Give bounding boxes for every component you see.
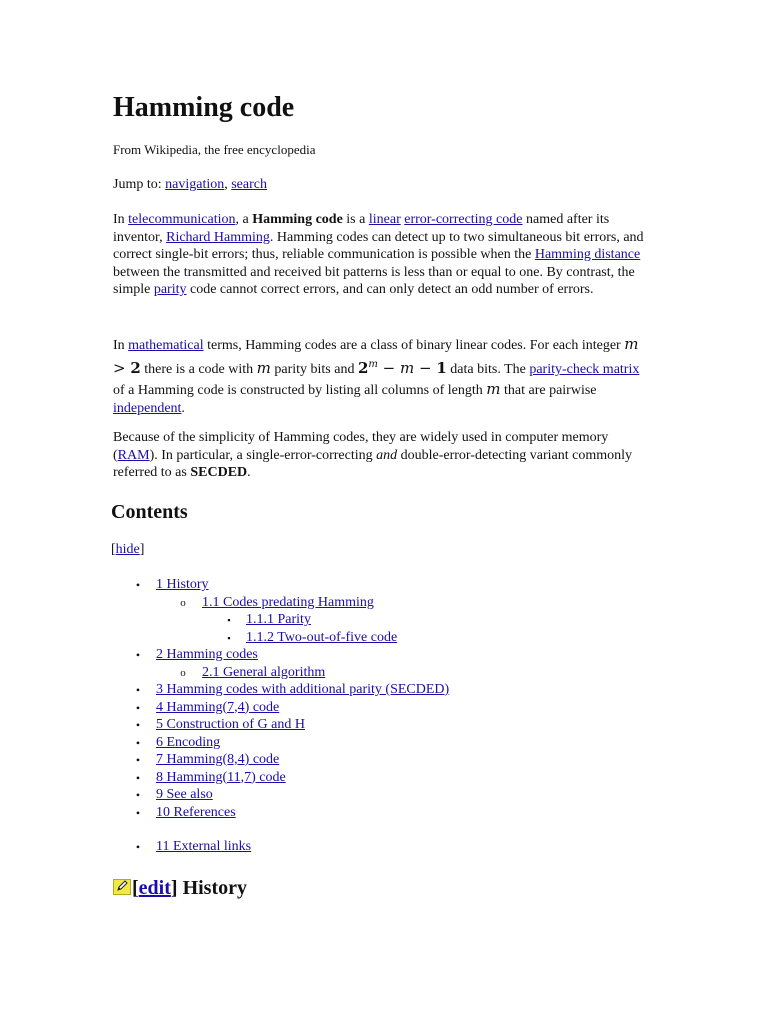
navigation-link[interactable]: navigation — [165, 177, 225, 192]
site-subtitle: From Wikipedia, the free encyclopedia — [113, 142, 316, 157]
edit-pencil-icon[interactable] — [113, 879, 131, 895]
text: of a Hamming code is constructed by listing all columns of length — [113, 383, 487, 398]
link-independent[interactable]: independent — [113, 400, 182, 416]
toc-link-hamming-11-7[interactable]: 8 Hamming(11,7) code — [156, 769, 286, 785]
link-linear[interactable]: linear — [368, 212, 401, 227]
jump-prefix: Jump to: — [113, 177, 166, 192]
text: . Hamming codes can detect up to two simultaneous bit errors, and correct single-bit errors; thus, reliable communication is possible when the — [113, 229, 644, 262]
toc-link-construction[interactable]: 5 Construction of G and H — [156, 717, 305, 732]
math-var-m: m — [256, 359, 271, 377]
math-expression — [358, 359, 447, 377]
math-var: m — [624, 335, 639, 353]
math-op: − m − — [377, 359, 437, 377]
italic-and: and — [376, 447, 398, 463]
math-num: 2 — [130, 359, 141, 377]
text: that are pairwise — [500, 383, 597, 398]
text: is a — [342, 212, 369, 227]
link-telecommunication[interactable]: telecommunication — [128, 212, 236, 227]
jump-links — [113, 176, 267, 194]
link-ram[interactable]: RAM — [117, 447, 150, 463]
text: . — [247, 465, 251, 480]
bullet-icon: • — [135, 840, 141, 854]
bracket: [ — [111, 542, 116, 557]
text: In — [113, 338, 129, 353]
link-parity-check-matrix[interactable]: parity-check matrix — [529, 362, 640, 377]
toc-link-history[interactable]: 1 History — [156, 577, 209, 592]
text: named after its inventor, — [113, 212, 610, 245]
link-hamming-distance[interactable]: Hamming distance — [534, 247, 641, 262]
text: double-error-detecting variant commonly referred to as — [113, 447, 633, 480]
section-title: History — [177, 877, 247, 899]
toc-link-hamming-7-4[interactable]: 4 Hamming(7,4) code — [156, 699, 280, 715]
bullet-icon: ▪ — [227, 632, 231, 643]
hide-link[interactable]: hide — [115, 542, 140, 557]
bullet-icon: • — [135, 718, 141, 732]
bullet-icon: • — [135, 648, 141, 662]
toc-link-general-algorithm[interactable]: 2.1 General algorithm — [202, 664, 326, 680]
link-richard-hamming[interactable]: Richard Hamming — [166, 229, 270, 245]
math-var-m: m — [486, 380, 501, 398]
usage-paragraph — [113, 429, 653, 482]
toc-link-references[interactable]: 10 References — [156, 804, 236, 820]
text: . — [181, 400, 185, 416]
text: code cannot correct errors, and can only detect an odd number of errors. — [186, 282, 594, 297]
bullet-icon: • — [135, 578, 141, 592]
bullet-icon: • — [135, 753, 141, 767]
toc-link-secded[interactable]: 3 Hamming codes with additional parity (SECDED) — [156, 682, 450, 697]
contents-title: Contents — [111, 501, 188, 523]
bullet-icon: • — [135, 700, 141, 715]
bracket: ] — [139, 542, 145, 557]
text: In — [113, 212, 129, 227]
intro-paragraph — [113, 211, 653, 299]
math-exponent: m — [368, 359, 378, 370]
bullet-icon: • — [135, 683, 141, 697]
math-num: 2 — [357, 359, 369, 377]
text: there is a code with — [140, 362, 257, 377]
bullet-icon: • — [135, 770, 141, 785]
text: , a — [235, 212, 253, 227]
link-error-correcting-code[interactable]: error-correcting code — [404, 212, 523, 227]
bracket: ] — [170, 877, 178, 899]
bullet-icon: • — [135, 805, 141, 820]
link-parity[interactable]: parity — [153, 282, 187, 297]
toc-link-two-out-of-five[interactable]: 1.1.2 Two-out-of-five code — [246, 629, 398, 645]
toc-hide-toggle — [111, 541, 144, 559]
text: data bits. The — [446, 362, 530, 377]
jump-separator: , — [224, 177, 232, 192]
toc-link-hamming-codes[interactable]: 2 Hamming codes — [156, 647, 258, 662]
math-op: > — [113, 359, 131, 377]
bullet-icon: ▪ — [227, 615, 231, 625]
bullet-icon: • — [135, 735, 141, 750]
toc-link-hamming-8-4[interactable]: 7 Hamming(8,4) code — [156, 752, 280, 767]
search-link[interactable]: search — [231, 177, 267, 192]
text: Because of the simplicity of Hamming codes, they are widely used in computer memory ( — [113, 430, 609, 463]
bold-term-hamming-code: Hamming code — [252, 212, 343, 227]
bullet-icon: • — [135, 788, 141, 802]
toc-link-see-also[interactable]: 9 See also — [156, 787, 213, 802]
history-heading — [113, 874, 247, 902]
toc-link-external-links[interactable]: 11 External links — [156, 839, 252, 854]
math-paragraph — [113, 333, 653, 417]
toc-link-encoding[interactable]: 6 Encoding — [156, 734, 221, 750]
bullet-icon: o — [180, 666, 186, 679]
page-title: Hamming code — [113, 92, 295, 123]
link-mathematical[interactable]: mathematical — [128, 338, 204, 353]
toc-link-codes-predating[interactable]: 1.1 Codes predating Hamming — [202, 594, 374, 610]
bracket: [ — [132, 877, 139, 899]
bullet-icon: o — [180, 596, 186, 609]
toc-link-parity[interactable]: 1.1.1 Parity — [246, 612, 311, 627]
edit-link[interactable]: edit — [138, 877, 171, 899]
text: between the transmitted and received bit patterns is less than or equal to one. By contrast, the simple — [113, 264, 635, 297]
text: parity bits and — [270, 362, 358, 377]
bold-secded: SECDED — [190, 465, 248, 480]
text: terms, Hamming codes are a class of binary linear codes. For each integer — [203, 338, 625, 353]
text: ). In particular, a single-error-correcting — [149, 447, 377, 463]
math-num: 1 — [436, 359, 447, 377]
